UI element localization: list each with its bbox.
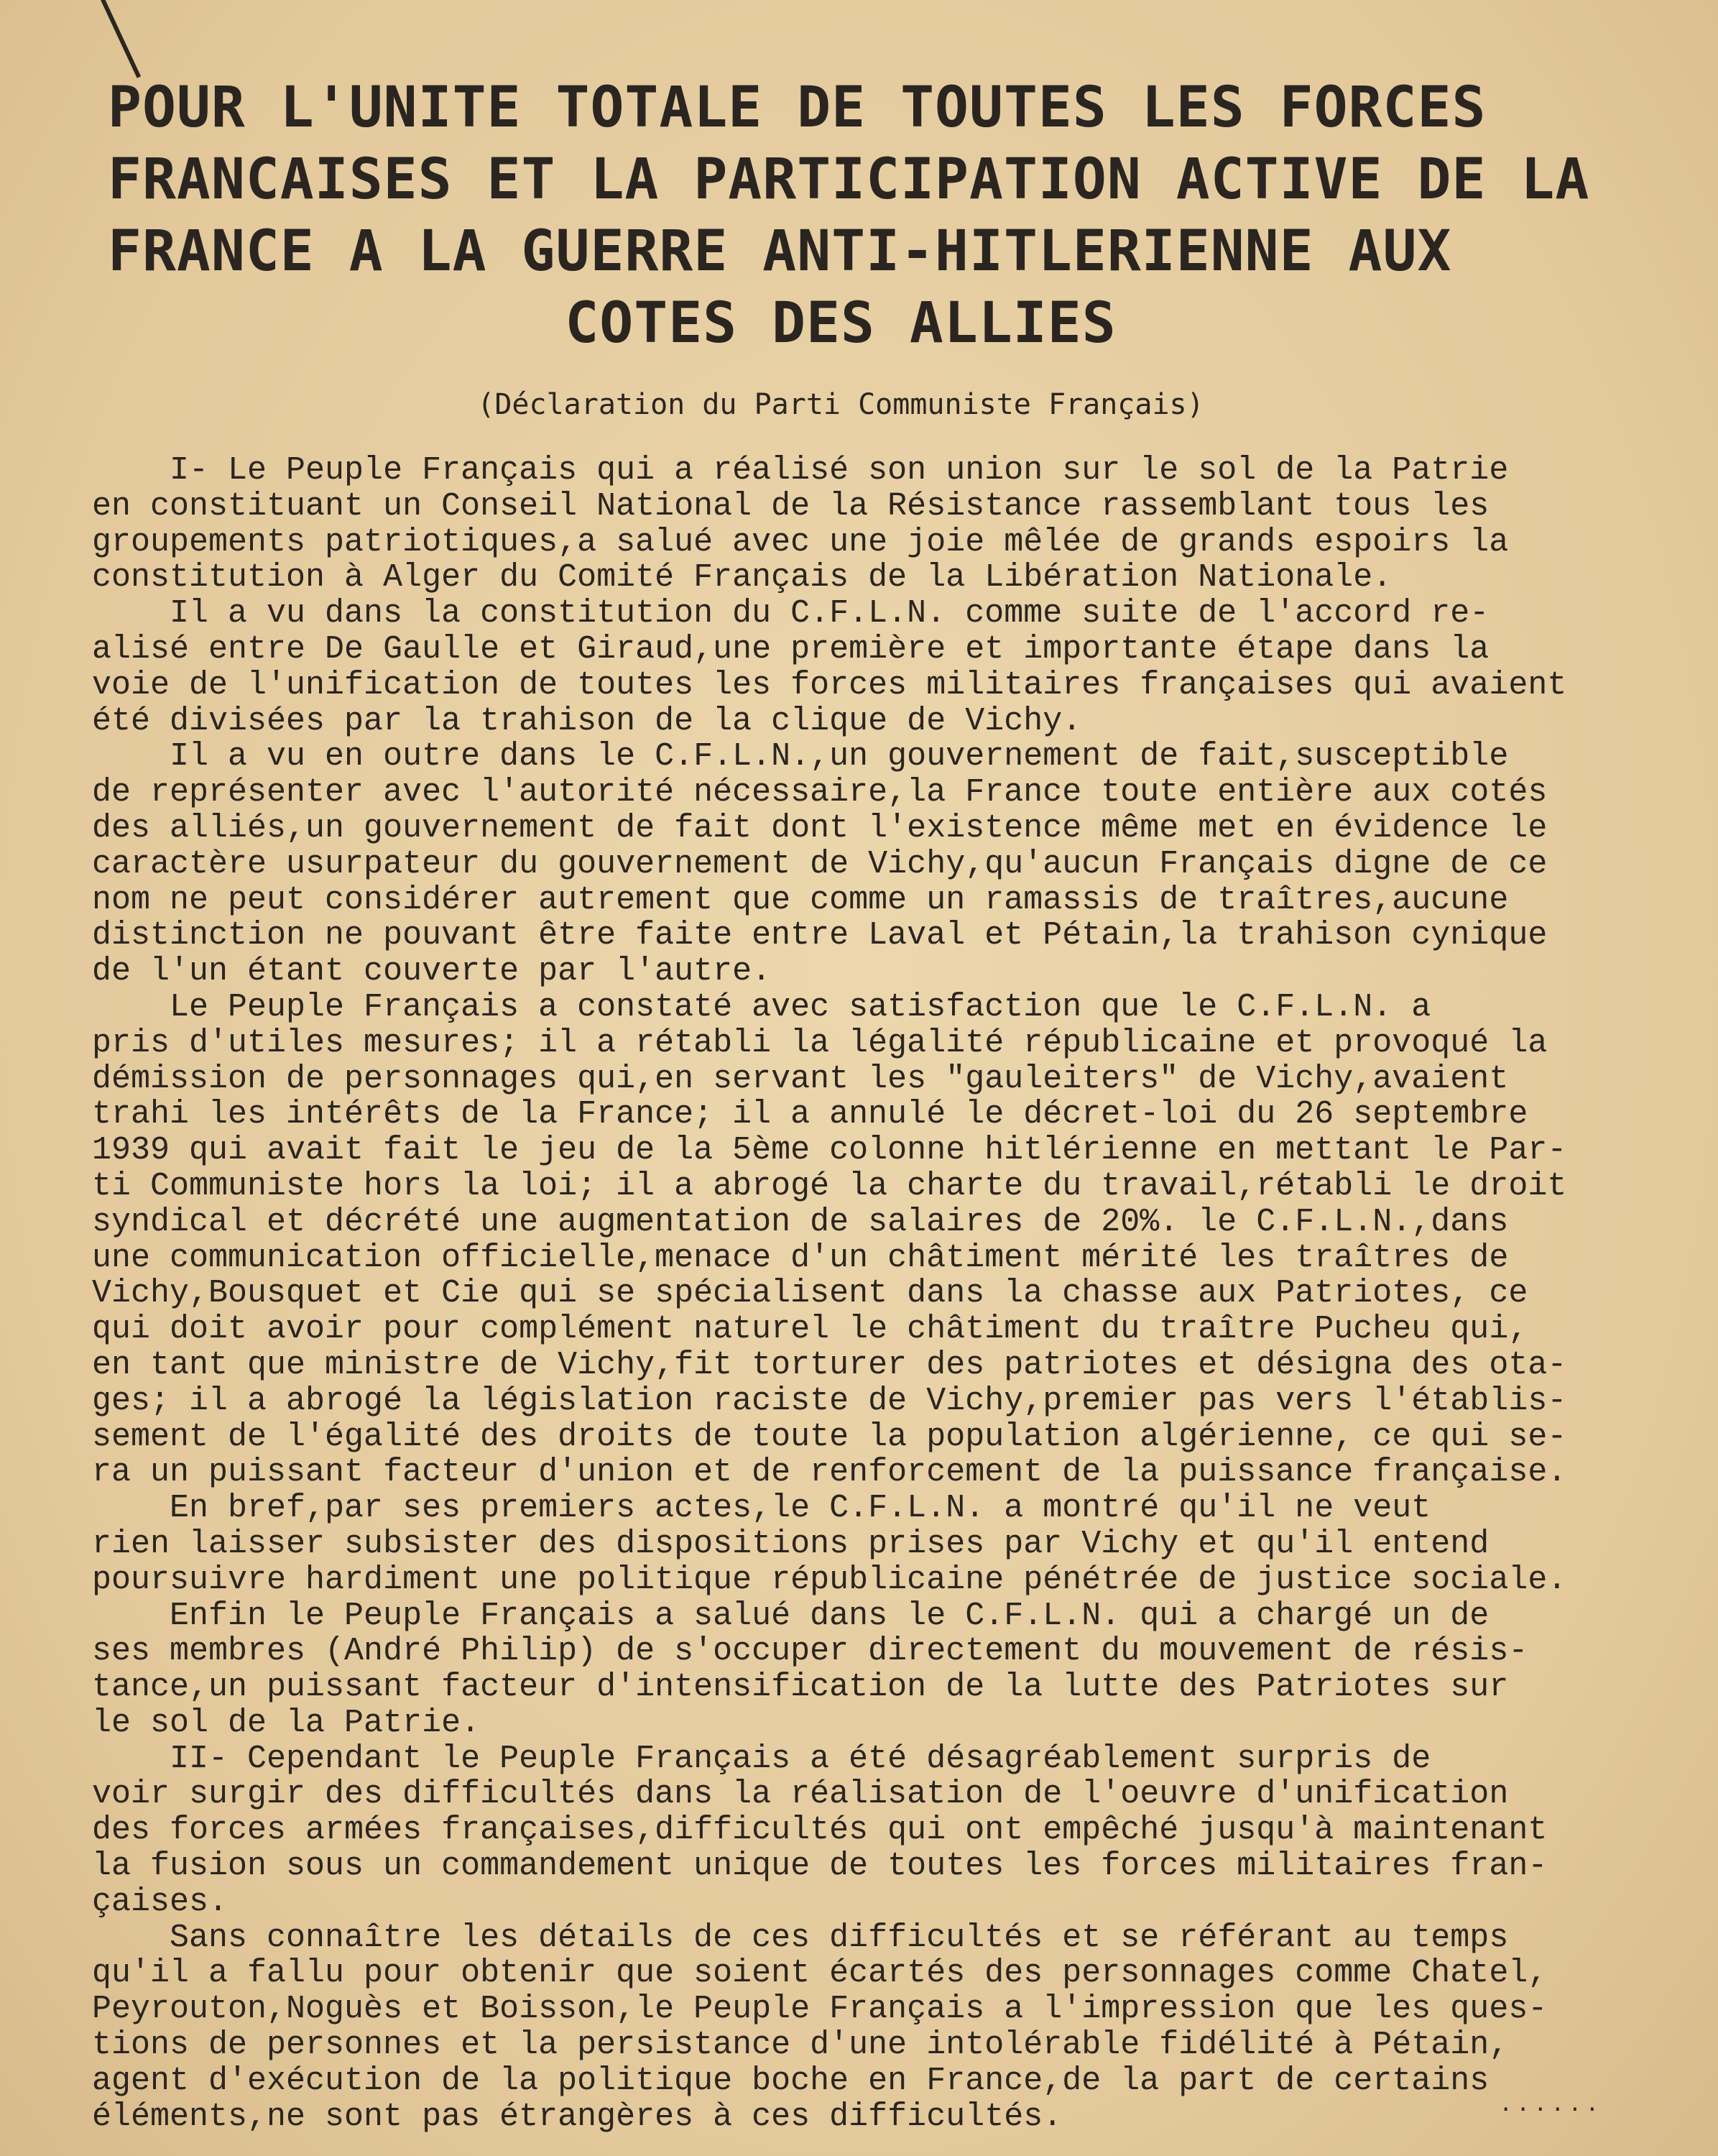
body-line: trahi les intérêts de la France; il a annulé le décret-loi du 26 septembre [92,1096,1528,1133]
body-line: tions de personnes et la persistance d'une intolérable fidélité à Pétain, [92,2027,1509,2064]
title-line-1: POUR L'UNITE TOTALE DE TOUTES LES FORCES [108,75,1487,140]
body-line: Il a vu dans la constitution du C.F.L.N. comme suite de l'accord re- [92,595,1490,632]
body-line: tance,un puissant facteur d'intensification de la lutte des Patriotes sur [92,1669,1509,1706]
body-line: des alliés,un gouvernement de fait dont l'existence même met en évidence le [92,809,1548,847]
body-line: çaises. [92,1883,228,1920]
body-line: des forces armées françaises,difficultés qui ont empêché jusqu'à maintenant [92,1812,1548,1849]
body-line: une communication officielle,menace d'un châtiment mérité les traîtres de [92,1239,1509,1276]
document-title [108,72,1617,359]
body-line: la fusion sous un commandement unique de toutes les forces militaires fran- [92,1848,1548,1885]
body-line: qui doit avoir pour complément naturel le châtiment du traître Pucheu qui, [92,1311,1528,1348]
body-line: voir surgir des difficultés dans la réalisation de l'oeuvre d'unification [92,1776,1509,1813]
body-line: ti Communiste hors la loi; il a abrogé la charte du travail,rétabli le droit [92,1167,1567,1204]
body-line: constitution à Alger du Comité Français de la Libération Nationale. [92,559,1393,596]
body-line: ra un puissant facteur d'union et de renforcement de la puissance française. [92,1454,1567,1491]
title-line-4: COTES DES ALLIES [565,291,1117,356]
title-line-3: FRANCE A LA GUERRE ANTI-HITLERIENNE AUX [108,219,1452,284]
body-line: été divisées par la trahison de la clique de Vichy. [92,702,1082,740]
body-line: I- Le Peuple Français qui a réalisé son union sur le sol de la Patrie [92,452,1509,489]
body-line: Sans connaître les détails de ces difficultés et se référant au temps [92,1919,1509,1956]
body-line: le sol de la Patrie. [92,1704,481,1741]
body-line: éléments,ne sont pas étrangères à ces difficultés. [92,2098,1063,2135]
body-line: en tant que ministre de Vichy,fit torturer des patriotes et désigna des ota- [92,1346,1567,1383]
body-line: en constituant un Conseil National de la Résistance rassemblant tous les [92,487,1490,525]
title-line-2: FRANCAISES ET LA PARTICIPATION ACTIVE DE LA [108,147,1590,212]
body-line: poursuivre hardiment une politique républicaine pénétrée de justice sociale. [92,1561,1567,1598]
body-line: sement de l'égalité des droits de toute la population algérienne, ce qui se- [92,1418,1567,1455]
body-line: groupements patriotiques,a salué avec une joie mêlée de grands espoirs la [92,523,1509,561]
body-line: agent d'exécution de la politique boche en France,de la part de certains [92,2062,1490,2099]
document-subtitle: (Déclaration du Parti Communiste Français) [477,388,1204,421]
continuation-mark: ...... [1499,2091,1603,2116]
body-line: ses membres (André Philip) de s'occuper directement du mouvement de résis- [92,1633,1528,1670]
body-line: Le Peuple Français a constaté avec satisfaction que le C.F.L.N. a [92,988,1431,1026]
body-line: alisé entre De Gaulle et Giraud,une première et importante étape dans la [92,630,1490,668]
body-line: II- Cependant le Peuple Français a été désagréablement surpris de [92,1740,1431,1777]
body-line: voie de l'unification de toutes les forces militaires françaises qui avaient [92,666,1567,704]
body-line: syndical et décrété une augmentation de salaires de 20%. le C.F.L.N.,dans [92,1203,1509,1240]
body-line: démission de personnages qui,en servant les "gauleiters" de Vichy,avaient [92,1060,1509,1097]
body-line: de l'un étant couverte par l'autre. [92,953,772,990]
body-line: qu'il a fallu pour obtenir que soient écartés des personnages comme Chatel, [92,1955,1548,1992]
document-body [92,453,1673,2134]
body-line: Enfin le Peuple Français a salué dans le C.F.L.N. qui a chargé un de [92,1597,1490,1634]
body-line: de représenter avec l'autorité nécessaire,la France toute entière aux cotés [92,774,1548,811]
body-line: pris d'utiles mesures; il a rétabli la légalité républicaine et provoqué la [92,1024,1548,1061]
body-line: 1939 qui avait fait le jeu de la 5ème colonne hitlérienne en mettant le Par- [92,1132,1567,1169]
body-line: rien laisser subsister des dispositions prises par Vichy et qu'il entend [92,1525,1490,1562]
body-line: distinction ne pouvant être faite entre Laval et Pétain,la trahison cynique [92,917,1548,954]
body-line: Vichy,Bousquet et Cie qui se spécialisent dans la chasse aux Patriotes, ce [92,1275,1528,1312]
body-line: Peyrouton,Noguès et Boisson,le Peuple Français a l'impression que les ques- [92,1991,1548,2028]
body-line: nom ne peut considérer autrement que comme un ramassis de traîtres,aucune [92,881,1509,918]
body-line: caractère usurpateur du gouvernement de Vichy,qu'aucun Français digne de ce [92,845,1548,883]
body-line: Il a vu en outre dans le C.F.L.N.,un gouvernement de fait,susceptible [92,738,1509,775]
body-line: ges; il a abrogé la législation raciste de Vichy,premier pas vers l'établis- [92,1382,1567,1419]
body-line: En bref,par ses premiers actes,le C.F.L.N. a montré qu'il ne veut [92,1490,1431,1527]
corner-pen-mark [101,0,141,78]
